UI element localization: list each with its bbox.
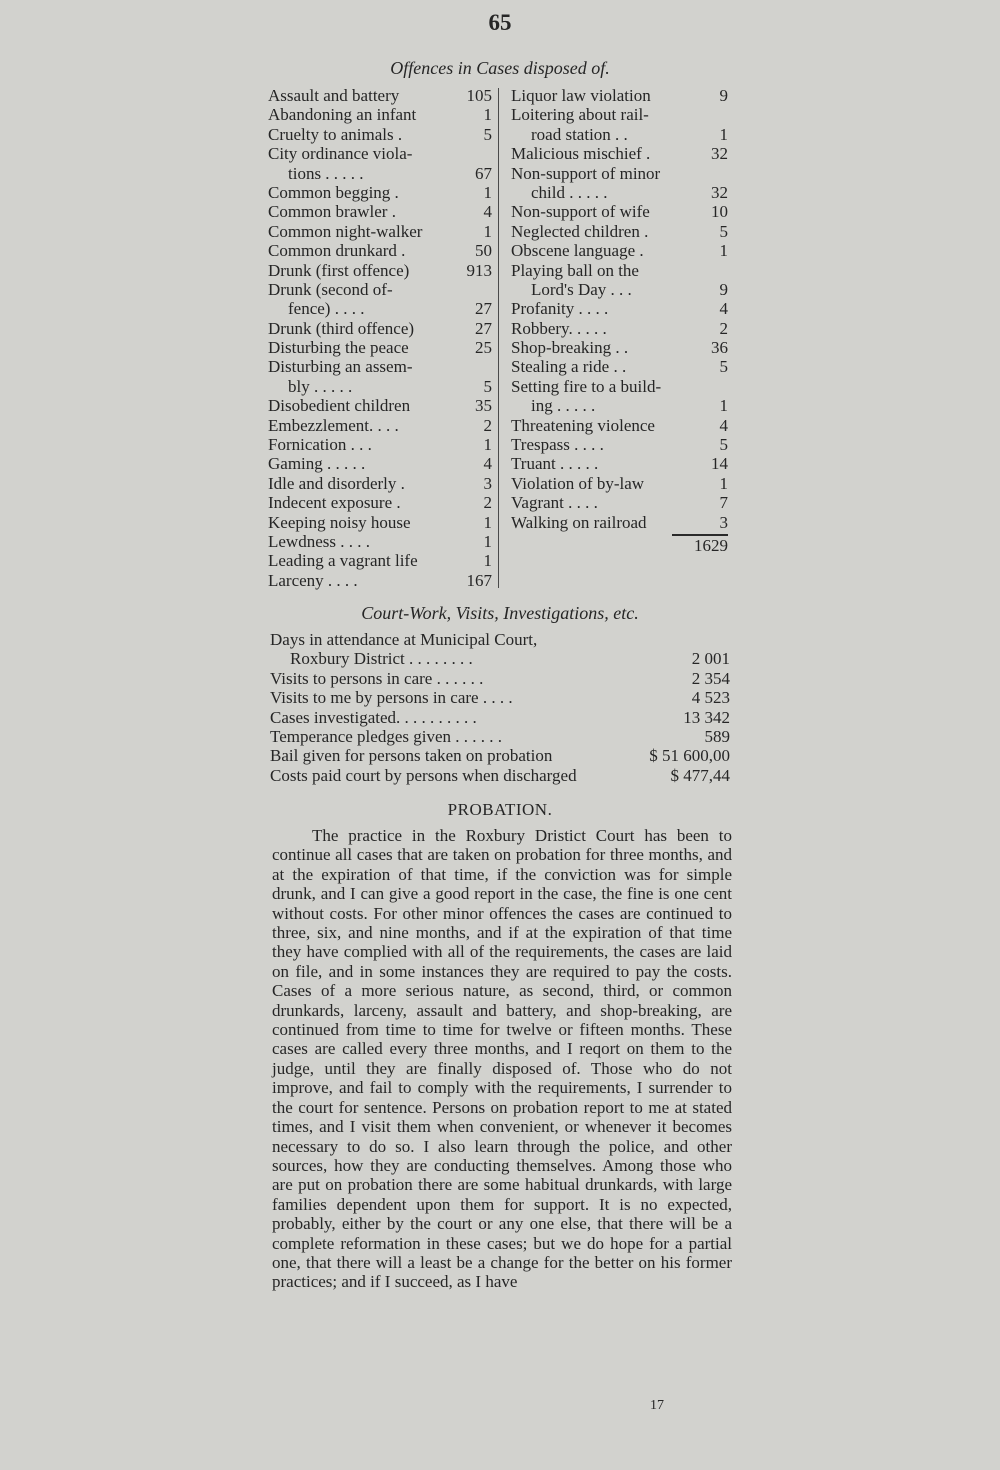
- row-label: Visits to persons in care . . . . . .: [270, 668, 484, 688]
- table-row: [268, 416, 492, 435]
- row-value: 7: [719, 493, 728, 513]
- row-value: 5: [719, 221, 728, 241]
- row-label: Shop-breaking . .: [511, 338, 629, 358]
- row-label: Non-support of minor: [511, 163, 661, 183]
- row-value: 1: [719, 396, 728, 416]
- row-value: 4 523: [691, 688, 730, 708]
- row-value: 67: [475, 163, 492, 183]
- table-row: [270, 688, 730, 707]
- table-row: [268, 144, 492, 163]
- table-row: [268, 280, 492, 299]
- row-value: 2 354: [691, 668, 730, 688]
- row-value: 2 001: [691, 649, 730, 669]
- row-label: Roxbury District . . . . . . . .: [290, 649, 473, 669]
- table-row: [268, 513, 492, 532]
- table-row: [268, 454, 492, 473]
- table-row: [268, 338, 492, 357]
- row-value: 25: [475, 338, 492, 358]
- offences-left-column: [268, 86, 492, 590]
- row-value: 27: [475, 299, 492, 319]
- table-row: [511, 241, 728, 260]
- table-row: [268, 86, 492, 105]
- row-value: 27: [475, 318, 492, 338]
- row-label: Leading a vagrant life: [268, 551, 418, 571]
- row-label: Bail given for persons taken on probation: [270, 746, 553, 766]
- row-label: Disobedient children: [268, 396, 411, 416]
- row-label: Assault and battery: [268, 86, 400, 105]
- row-label: Profanity . . . .: [511, 299, 609, 319]
- row-value: 1: [483, 105, 492, 125]
- page-number: 65: [488, 10, 512, 35]
- row-label: Disturbing the peace: [268, 338, 409, 358]
- column-divider: [498, 88, 499, 588]
- table-row: [511, 280, 728, 299]
- table-row: [268, 222, 492, 241]
- row-label: Lord's Day . . .: [531, 279, 632, 299]
- row-value: 5: [719, 357, 728, 377]
- court-work-title: Court-Work, Visits, Investigations, etc.: [361, 603, 639, 623]
- table-row: [270, 630, 730, 649]
- row-value: 1: [483, 531, 492, 551]
- offences-title: Offences in Cases disposed of.: [390, 58, 610, 78]
- row-label: tions . . . . .: [288, 163, 364, 183]
- row-value: 4: [483, 202, 492, 222]
- table-row: [511, 435, 728, 454]
- table-row: [268, 241, 492, 260]
- row-label: Costs paid court by persons when discharged: [270, 765, 577, 785]
- row-label: road station . .: [531, 124, 628, 144]
- row-value: $ 51 600,00: [649, 746, 730, 766]
- row-label: Common night-walker: [268, 221, 423, 241]
- row-value: 4: [719, 299, 728, 319]
- row-label: Keeping noisy house: [268, 512, 411, 532]
- row-label: Violation of by-law: [511, 473, 645, 493]
- probation-heading: PROBATION.: [447, 800, 553, 819]
- row-value: 1: [483, 435, 492, 455]
- row-value: 3: [483, 473, 492, 493]
- offences-table: [268, 86, 738, 591]
- table-row: [511, 338, 728, 357]
- row-label: Cases investigated. . . . . . . . . .: [270, 707, 477, 727]
- row-label: Robbery. . . . .: [511, 318, 607, 338]
- table-row: [268, 319, 492, 338]
- probation-text: [272, 826, 732, 1292]
- table-row: [511, 474, 728, 493]
- table-row: [268, 571, 492, 590]
- row-label: Setting fire to a build-: [511, 376, 662, 396]
- row-value: 5: [719, 435, 728, 455]
- table-row: [511, 513, 728, 532]
- signature-mark: 17: [650, 1398, 664, 1413]
- table-row: [268, 435, 492, 454]
- row-value: 14: [711, 454, 728, 474]
- table-row: [511, 202, 728, 221]
- row-value: 32: [711, 144, 728, 164]
- row-value: 5: [483, 376, 492, 396]
- row-value: 4: [719, 415, 728, 435]
- row-value: 32: [711, 182, 728, 202]
- row-label: Common begging .: [268, 182, 399, 202]
- row-label: Neglected children .: [511, 221, 649, 241]
- table-row: [270, 708, 730, 727]
- row-label: Gaming . . . . .: [268, 454, 366, 474]
- row-label: Embezzlement. . . .: [268, 415, 399, 435]
- row-label: Playing ball on the: [511, 260, 639, 280]
- row-value: 1: [483, 551, 492, 571]
- table-row: [511, 164, 728, 183]
- row-label: fence) . . . .: [288, 299, 365, 319]
- row-label: Disturbing an assem-: [268, 357, 413, 377]
- row-value: 2: [483, 415, 492, 435]
- offences-right-column: [511, 86, 728, 555]
- row-label: child . . . . .: [531, 182, 608, 202]
- table-row: [268, 493, 492, 512]
- table-row: [511, 454, 728, 473]
- table-row: [268, 377, 492, 396]
- table-row: [268, 474, 492, 493]
- row-value: 9: [719, 279, 728, 299]
- row-value: 5: [483, 124, 492, 144]
- table-row: [270, 727, 730, 746]
- table-row: [511, 105, 728, 124]
- table-row: [268, 125, 492, 144]
- row-value: $ 477,44: [670, 765, 730, 785]
- row-value: 1: [483, 182, 492, 202]
- table-row: [511, 396, 728, 415]
- row-value: 9: [719, 86, 728, 105]
- row-label: ing . . . . .: [531, 396, 596, 416]
- table-row: [268, 164, 492, 183]
- row-label: Loitering about rail-: [511, 105, 649, 125]
- row-value: 1: [483, 221, 492, 241]
- row-label: Fornication . . .: [268, 435, 372, 455]
- table-row: [268, 105, 492, 124]
- row-label: Temperance pledges given . . . . . .: [270, 726, 503, 746]
- row-label: Lewdness . . . .: [268, 531, 370, 551]
- row-value: 3: [719, 512, 728, 532]
- row-label: Stealing a ride . .: [511, 357, 627, 377]
- row-value: 1: [483, 512, 492, 532]
- row-value: 167: [466, 570, 492, 590]
- table-row: [511, 222, 728, 241]
- table-row: [511, 261, 728, 280]
- row-value: 1: [719, 241, 728, 261]
- row-value: 913: [466, 260, 492, 280]
- row-label: Larceny . . . .: [268, 570, 358, 590]
- table-row: [268, 532, 492, 551]
- row-value: 2: [483, 493, 492, 513]
- court-work-table: [270, 630, 730, 785]
- row-label: Idle and disorderly .: [268, 473, 405, 493]
- table-row: [511, 125, 728, 144]
- row-label: Drunk (second of-: [268, 279, 393, 299]
- table-row: [511, 319, 728, 338]
- table-row: [511, 377, 728, 396]
- table-row: [268, 396, 492, 415]
- row-label: Common drunkard .: [268, 241, 406, 261]
- row-value: 10: [711, 202, 728, 222]
- row-label: Days in attendance at Municipal Court,: [270, 630, 538, 649]
- row-label: Liquor law violation: [511, 86, 651, 105]
- row-value: 589: [704, 726, 730, 746]
- row-label: Truant . . . . .: [511, 454, 599, 474]
- row-label: Trespass . . . .: [511, 435, 604, 455]
- row-label: Malicious mischief .: [511, 144, 651, 164]
- row-label: City ordinance viola-: [268, 144, 413, 164]
- row-label: bly . . . . .: [288, 376, 353, 396]
- table-row: [268, 261, 492, 280]
- row-label: Indecent exposure .: [268, 493, 401, 513]
- table-row: [268, 299, 492, 318]
- table-row: [270, 649, 730, 668]
- table-row: [511, 416, 728, 435]
- table-row: [511, 183, 728, 202]
- row-label: Common brawler .: [268, 202, 396, 222]
- row-value: 4: [483, 454, 492, 474]
- table-row: [268, 183, 492, 202]
- row-label: Cruelty to animals .: [268, 124, 403, 144]
- row-label: Abandoning an infant: [268, 105, 417, 125]
- row-value: 2: [719, 318, 728, 338]
- row-label: Vagrant . . . .: [511, 493, 598, 513]
- row-value: 13 342: [683, 707, 730, 727]
- table-row: [511, 493, 728, 512]
- table-row: [511, 86, 728, 105]
- row-label: Non-support of wife: [511, 202, 650, 222]
- table-row: [268, 357, 492, 376]
- probation-paragraph: The practice in the Roxbury Dristict Court has been to continue all cases that are taken on probation for three months, and at the expiration of that time, if the conviction was for simple drunk, and I can give a good report in the case, the fine is one cent without costs. For other minor offences the cases are continued to three, six, and nine months, and if at the expiration of that time they have complied with all of the requirements, the cases are laid on file, and in some instances they are required to pay the costs. Cases of a more serious nature, as second, third, or common drunkards, larceny, assault and battery, and shop-breaking, are continued from time to time for twelve or fifteen months. These cases are called every three months, and I reqort on them to the judge, until they are finally disposed of. Those who do not improve, and fail to comply with the requirements, I surrender to the court for sentence. Persons on probation report to me at stated times, and I visit them when convenient, or whenever it becomes necessary to do so. I also learn through the police, and other sources, how they are conducting themselves. Among those who are put on probation there are some habitual drunkards, with large families dependent upon them for support. It is no expected, probably, either by the court or any one else, that there will be a complete reformation in these cases; but we do hope for a partial one, that there will a least be a change for the better on his former practices; and if I succeed, as I have: [272, 826, 732, 1292]
- total-value: 1629: [694, 535, 728, 555]
- table-row: [511, 357, 728, 376]
- row-value: 1: [719, 473, 728, 493]
- row-value: 35: [475, 396, 492, 416]
- table-row: [270, 669, 730, 688]
- row-label: Drunk (third offence): [268, 318, 415, 338]
- row-label: Threatening violence: [511, 415, 655, 435]
- table-row: [511, 144, 728, 163]
- row-label: Visits to me by persons in care . . . .: [270, 688, 513, 708]
- table-row: [270, 766, 730, 785]
- table-row: [268, 202, 492, 221]
- row-value: 50: [475, 241, 492, 261]
- table-row: [268, 551, 492, 570]
- table-row: [270, 746, 730, 765]
- row-value: 36: [711, 338, 728, 358]
- table-row: [511, 299, 728, 318]
- row-label: Walking on railroad: [511, 512, 647, 532]
- row-value: 1: [719, 124, 728, 144]
- row-label: Drunk (first offence): [268, 260, 410, 280]
- row-label: Obscene language .: [511, 241, 644, 261]
- total-row: [511, 536, 728, 555]
- row-value: 105: [466, 86, 492, 105]
